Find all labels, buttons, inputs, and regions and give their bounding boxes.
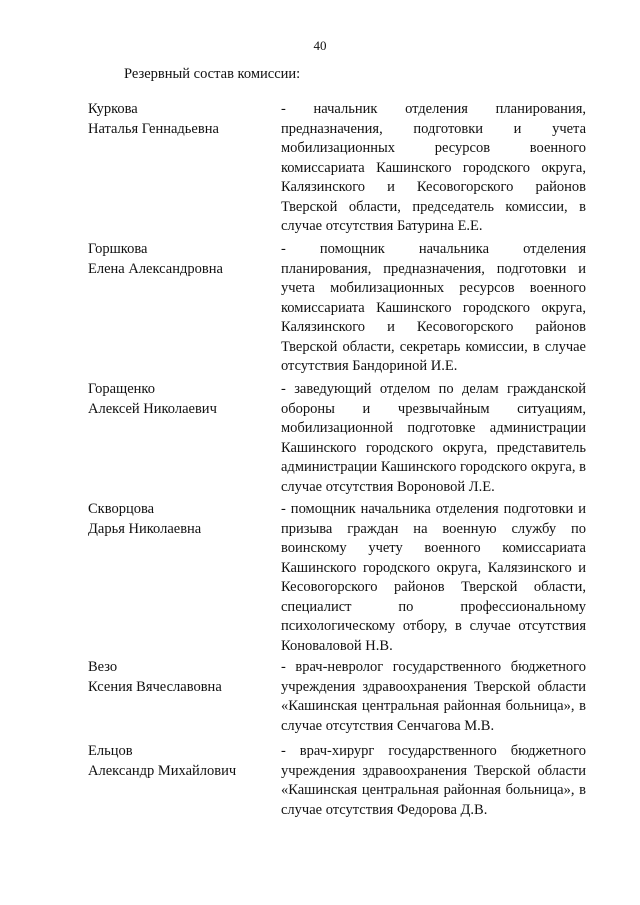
member-name (88, 240, 278, 279)
member-name (88, 742, 278, 781)
member-name (88, 380, 278, 419)
member-role: - заведующий отделом по делам гражданской обороны и чрезвычайным ситуациям, мобилизационной подготовке администрации Кашинского городского округа, представитель администрации Кашинского городского округа, в случае отсутствия Вороновой Л.Е. (281, 381, 586, 495)
member-role: - врач-хирург государственного бюджетного учреждения здравоохранения Тверской области «Кашинская центральная районная больница», в случае отсутствия Федорова Д.В. (281, 743, 586, 818)
member-surname: Куркова (88, 101, 138, 117)
member-role: - помощник начальника отделения планирования, предназначения, подготовки и учета мобилизационных ресурсов военного комиссариата Кашинского городского округа, Калязинского и Кесовогорского районов Тверской области, секретарь комиссии, в случае отсутствия Бандориной И.Е. (281, 241, 586, 374)
member-name (88, 100, 278, 139)
member-role: - начальник отделения планирования, предназначения, подготовки и учета мобилизационных ресурсов военного комиссариата Кашинского городского округа, Калязинского и Кесовогорского районов Тверской области, председатель комиссии, в случае отсутствия Батурина Е.Е. (281, 101, 586, 234)
member-surname: Горшкова (88, 241, 148, 257)
member-name (88, 500, 278, 539)
member-surname: Скворцова (88, 501, 155, 517)
member-given-names: Дарья Николаевна (88, 520, 202, 537)
member-surname: Везо (88, 659, 118, 675)
member-role: - помощник начальника отделения подготовки и призыва граждан на военную службу по воинскому учету военного комиссариата Кашинского городского округа, Калязинского и Кесовогорского районов Тверской области, специалист по профессиональному психологическому отбору, в случае отсутствия Коноваловой Н.В. (281, 501, 586, 654)
member-given-names: Александр Михайлович (88, 762, 237, 779)
member-surname: Горащенко (88, 381, 155, 397)
section-heading: Резервный состав комиссии: (124, 66, 301, 82)
member-surname: Ельцов (88, 743, 133, 759)
member-given-names: Алексей Николаевич (88, 400, 217, 417)
page-number: 40 (313, 38, 327, 53)
member-name (88, 658, 278, 697)
member-given-names: Елена Александровна (88, 260, 223, 277)
member-role: - врач-невролог государственного бюджетного учреждения здравоохранения Тверской области «Кашинская центральная районная больница», в случае отсутствия Сенчагова М.В. (281, 659, 586, 734)
member-given-names: Наталья Геннадьевна (88, 120, 219, 137)
member-given-names: Ксения Вячеславовна (88, 678, 222, 695)
